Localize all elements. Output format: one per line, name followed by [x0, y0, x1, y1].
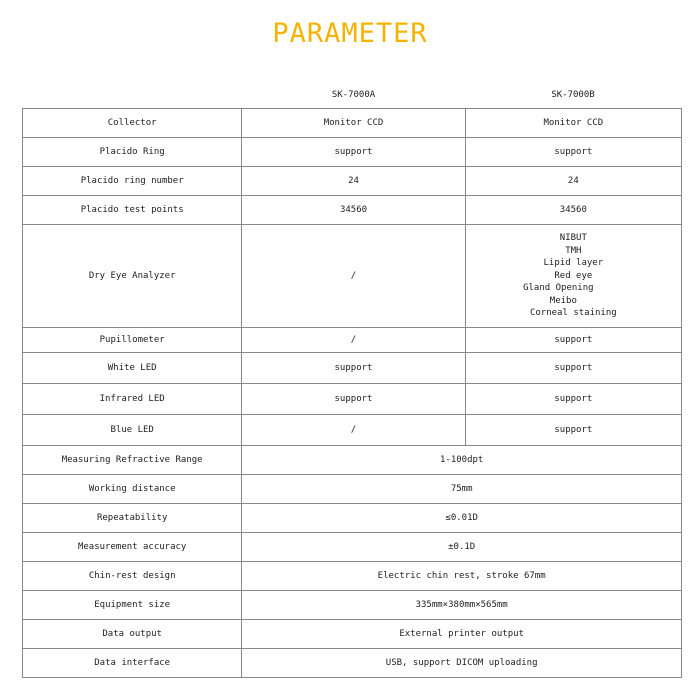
- cell-shared: ≤0.01D: [242, 504, 682, 533]
- table-row: [23, 415, 682, 446]
- row-label: Equipment size: [23, 591, 242, 620]
- row-label: Collector: [23, 109, 242, 138]
- table-row: [23, 649, 682, 678]
- row-label: Placido test points: [23, 196, 242, 225]
- dry-eye-feature: NIBUT: [559, 233, 587, 244]
- row-label: Dry Eye Analyzer: [23, 225, 242, 328]
- cell-sk7000b-list: [465, 225, 681, 328]
- table-row: [23, 475, 682, 504]
- row-label: Infrared LED: [23, 384, 242, 415]
- cell-shared: 335mm×380mm×565mm: [242, 591, 682, 620]
- table-row: [23, 384, 682, 415]
- table-row: [23, 562, 682, 591]
- dry-eye-feature: Red eye: [554, 270, 593, 281]
- cell-sk7000b: support: [465, 138, 681, 167]
- cell-sk7000b: support: [465, 328, 681, 353]
- cell-sk7000a: /: [242, 328, 465, 353]
- dry-eye-feature: Lipid layer: [543, 258, 604, 269]
- row-label: Working distance: [23, 475, 242, 504]
- parameter-table: [22, 108, 682, 678]
- table-row: [23, 591, 682, 620]
- table-row: [23, 109, 682, 138]
- cell-sk7000a: 24: [242, 167, 465, 196]
- cell-shared: External printer output: [242, 620, 682, 649]
- cell-sk7000b: 34560: [465, 196, 681, 225]
- table-row: [23, 196, 682, 225]
- row-label: White LED: [23, 353, 242, 384]
- table-row: [23, 446, 682, 475]
- cell-sk7000a: 34560: [242, 196, 465, 225]
- row-label: Placido ring number: [23, 167, 242, 196]
- table-row: [23, 353, 682, 384]
- table-row: [23, 225, 682, 328]
- row-label: Placido Ring: [23, 138, 242, 167]
- row-label: Blue LED: [23, 415, 242, 446]
- cell-shared: Electric chin rest, stroke 67mm: [242, 562, 682, 591]
- cell-shared: ±0.1D: [242, 533, 682, 562]
- cell-sk7000b: support: [465, 384, 681, 415]
- row-label: Chin-rest design: [23, 562, 242, 591]
- dry-eye-feature: Meibo: [549, 295, 577, 306]
- cell-sk7000a: support: [242, 138, 465, 167]
- row-label: Data interface: [23, 649, 242, 678]
- page-title: PARAMETER: [272, 18, 428, 49]
- cell-sk7000b: support: [465, 353, 681, 384]
- row-label: Measurement accuracy: [23, 533, 242, 562]
- cell-sk7000b: Monitor CCD: [465, 109, 681, 138]
- row-label: Pupillometer: [23, 328, 242, 353]
- model-a-heading: SK-7000A: [331, 90, 376, 100]
- table-row: [23, 328, 682, 353]
- cell-shared: 1-100dpt: [242, 446, 682, 475]
- cell-shared: USB, support DICOM uploading: [242, 649, 682, 678]
- cell-sk7000b: support: [465, 415, 681, 446]
- table-row: [23, 167, 682, 196]
- dry-eye-feature: TMH: [565, 245, 582, 256]
- table-row: [23, 138, 682, 167]
- row-label: Data output: [23, 620, 242, 649]
- cell-sk7000a: Monitor CCD: [242, 109, 465, 138]
- table-row: [23, 504, 682, 533]
- model-b-heading: SK-7000B: [551, 90, 595, 100]
- dry-eye-feature: Corneal staining: [529, 308, 617, 319]
- row-label: Measuring Refractive Range: [23, 446, 242, 475]
- table-row: [23, 620, 682, 649]
- cell-sk7000a: /: [242, 415, 465, 446]
- cell-shared: 75mm: [242, 475, 682, 504]
- cell-sk7000a: support: [242, 353, 465, 384]
- dry-eye-feature: Gland Opening: [523, 283, 594, 294]
- cell-sk7000b: 24: [465, 167, 681, 196]
- model-header: [0, 90, 700, 106]
- cell-sk7000a: support: [242, 384, 465, 415]
- table-row: [23, 533, 682, 562]
- cell-sk7000a: /: [242, 225, 465, 328]
- row-label: Repeatability: [23, 504, 242, 533]
